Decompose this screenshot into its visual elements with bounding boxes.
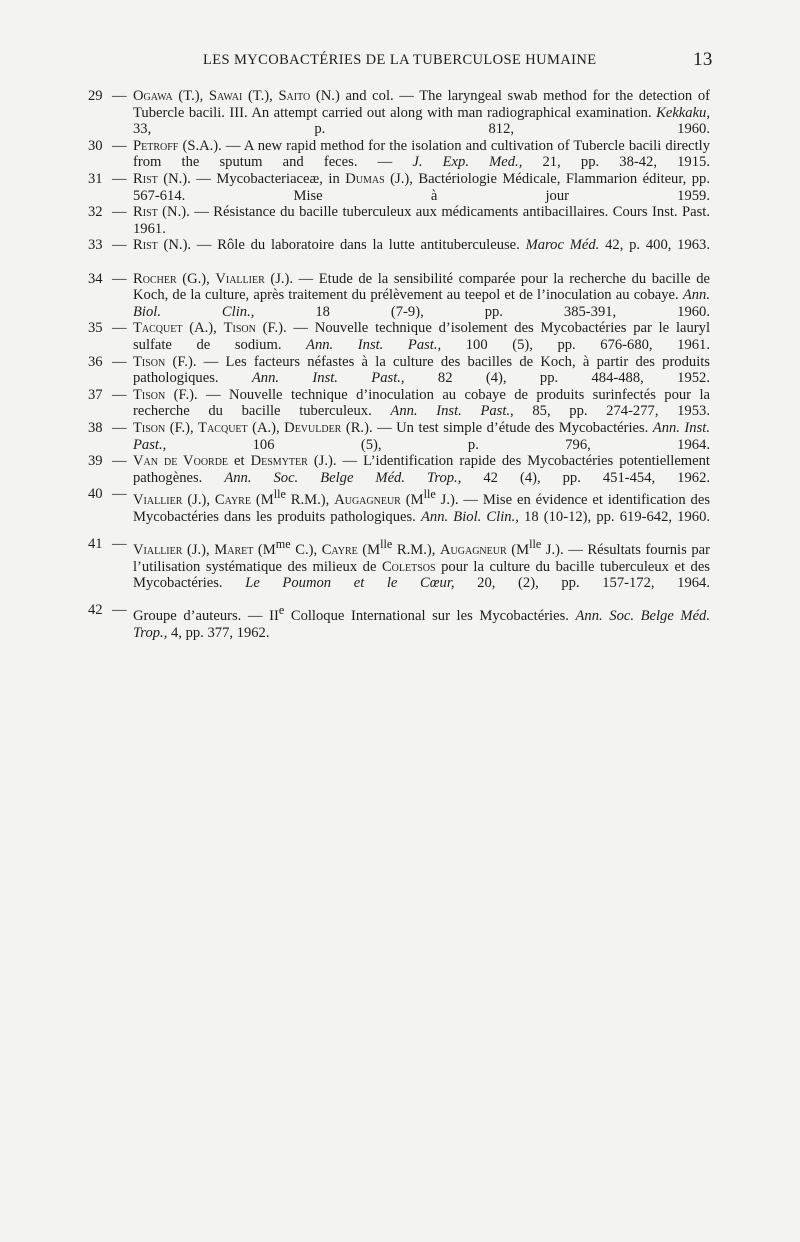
- reference-number: 29: [88, 88, 103, 104]
- reference-dash: —: [112, 270, 127, 287]
- running-title: LES MYCOBACTÉRIES DE LA TUBERCULOSE HUMAINE: [203, 52, 597, 68]
- reference-text: Groupe d’auteurs. — IIe Colloque International sur les Mycobactéries. Ann. Soc. Belge Méd. Trop., 4, pp. 377, 1962.: [133, 603, 710, 641]
- reference-entry: [0, 453, 800, 486]
- reference-dash: —: [112, 386, 127, 403]
- reference-entry: [0, 237, 800, 270]
- reference-entry: [0, 602, 800, 641]
- reference-text: Tacquet (A.), Tison (F.). — Nouvelle technique d’isolement des Mycobactéries par le lauryl sulfate de sodium. Ann. Inst. Past., 100 (5), pp. 676-680, 1961.: [133, 320, 710, 353]
- reference-text: Viallier (J.), Cayre ($M^{lle}$ R.M.), Augagneur ($M^{lle}$ J.). — Mise en évidence et identification des Mycobactéries dans les produits pathologiques. Ann. Biol. Clin., 18 (10-12), pp. 619-642, 1960.: [133, 487, 711, 525]
- reference-dash: —: [112, 536, 127, 553]
- reference-dash: —: [112, 320, 127, 337]
- reference-number: 40: [88, 486, 103, 503]
- reference-entry: [0, 271, 800, 321]
- reference-number: 31: [88, 170, 103, 187]
- reference-text: Tison (F.). — Les facteurs néfastes à la culture des bacilles de Koch, à partir des produits pathologiques. Ann. Inst. Past., 82 (4), pp. 484-488, 1952.: [133, 353, 710, 387]
- reference-dash: —: [112, 137, 127, 154]
- reference-number: 30: [88, 137, 103, 154]
- reference-dash: —: [112, 419, 127, 436]
- reference-dash: —: [112, 237, 127, 254]
- reference-dash: —: [112, 88, 127, 104]
- reference-number: 41: [88, 536, 103, 553]
- reference-text: Tison (F.), Tacquet (A.), Devulder (R.). — Un test simple d’étude des Mycobactéries. Ann. Inst. Past., 106 (5), p. 796, 1964.: [133, 419, 710, 453]
- reference-number: 35: [88, 320, 103, 337]
- reference-entry: [0, 204, 800, 237]
- reference-number: 36: [88, 353, 103, 370]
- reference-entry: [0, 354, 800, 387]
- reference-text: Viallier (J.), Maret ($M^{me}$ C.), Cayre ($M^{lle}$ R.M.), Augagneur ($M^{lle}$ J.). — Résultats fournis par l’utilisation systématique des milieux de Coletsos pour la culture du bacille tuberculeux et des Mycobactéries. Le Poumon et le Cœur, 20, (2), pp. 157-172, 1964.: [133, 537, 710, 592]
- reference-dash: —: [112, 486, 127, 503]
- reference-text: Van de Voorde et Desmyter (J.). — L’identification rapide des Mycobactéries potentiellement pathogènes. Ann. Soc. Belge Méd. Trop., 42 (4), pp. 451-454, 1962.: [133, 453, 711, 486]
- reference-entry: [0, 536, 800, 602]
- reference-entry: [0, 138, 800, 171]
- reference-text: Rist (N.). — Résistance du bacille tuberculeux aux médicaments antibacillaires. Cours Inst. Past. 1961.: [133, 204, 710, 237]
- reference-number: 34: [88, 270, 103, 287]
- reference-number: 37: [88, 386, 103, 403]
- reference-dash: —: [112, 170, 127, 187]
- reference-number: 38: [88, 419, 103, 436]
- reference-list: [0, 88, 800, 641]
- reference-text: Tison (F.). — Nouvelle technique d’inoculation au cobaye de produits surinfectés pour la recherche du bacille tuberculeux. Ann. Inst. Past., 85, pp. 274-277, 1953.: [133, 386, 710, 420]
- reference-entry: [0, 486, 800, 536]
- reference-dash: —: [112, 353, 127, 370]
- reference-number: 33: [88, 237, 103, 254]
- reference-entry: [0, 420, 800, 453]
- reference-dash: —: [112, 602, 127, 619]
- reference-entry: [0, 320, 800, 353]
- reference-text: Ogawa (T.), Sawai (T.), Saito (N.) and col. — The laryngeal swab method for the detection of Tubercle bacili. III. An attempt carried out along with man radiographical examination. Kekkaku, 33, p. 812, 1960.: [133, 88, 710, 138]
- reference-dash: —: [112, 204, 127, 221]
- reference-dash: —: [112, 453, 127, 470]
- reference-text: Rist (N.). — Mycobacteriaceæ, in Dumas (J.), Bactériologie Médicale, Flammarion éditeur, pp. 567-614. Mise à jour 1959.: [133, 170, 710, 204]
- reference-text: Rist (N.). — Rôle du laboratoire dans la lutte antituberculeuse. Maroc Méd. 42, p. 400, 1963.: [133, 237, 711, 254]
- reference-number: 32: [88, 204, 103, 221]
- reference-number: 42: [88, 602, 103, 619]
- reference-entry: [0, 88, 800, 138]
- reference-number: 39: [88, 453, 103, 470]
- reference-text: Petroff (S.A.). — A new rapid method for the isolation and cultivation of Tubercle bacili directly from the sputum and feces. — J. Exp. Med., 21, pp. 38-42, 1915.: [133, 137, 710, 171]
- reference-entry: [0, 387, 800, 420]
- reference-text: Rocher (G.), Viallier (J.). — Etude de la sensibilité comparée pour la recherche du bacille de Koch, de la culture, après traitement du prélèvement au teepol et de l’inoculation au cobaye. Ann. Biol. Clin., 18 (7-9), pp. 385-391, 1960.: [133, 270, 710, 320]
- reference-entry: [0, 171, 800, 204]
- page-number: 13: [693, 49, 713, 70]
